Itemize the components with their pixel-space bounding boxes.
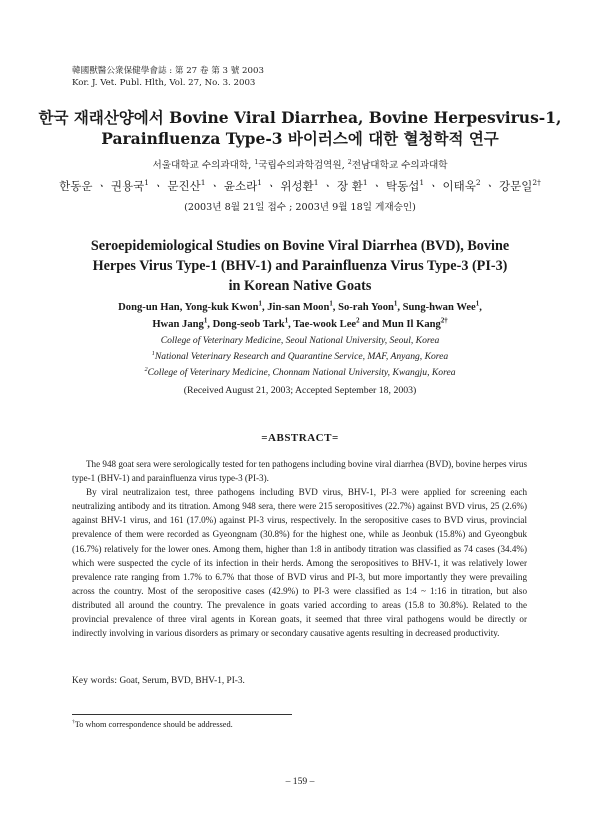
english-author-separator: ,: [397, 302, 403, 313]
english-author-name: Dong-seob Tark: [212, 319, 285, 330]
korean-author-affiliation-mark: 1: [144, 178, 149, 188]
english-author-separator: ,: [479, 302, 482, 313]
korean-author-separator: ㆍ: [262, 179, 281, 193]
english-authors: [0, 299, 600, 333]
korean-author-separator: ㆍ: [367, 179, 386, 193]
korean-author-name: 권용국: [110, 179, 145, 193]
english-author-separator: ,: [179, 302, 185, 313]
abstract-paragraph-1: The 948 goat sera were serologically tested for ten pathogens including bovine viral diarrhea (BVD), bovine herpes virus type-1 (BHV-1) and parainfluenza virus type-3 (PI-3).: [72, 459, 527, 484]
korean-author-name: 윤소라: [223, 179, 258, 193]
footnote-text: To whom correspondence should be addressed.: [74, 720, 233, 729]
journal-name-english: Kor. J. Vet. Publ. Hlth, Vol. 27, No. 3. 2003: [72, 78, 256, 88]
affiliation-nvrqs: $^1$National Veterinary Research and Quarantine Service, MAF, Anyang, Korea: [151, 349, 449, 362]
footnote: [72, 720, 233, 729]
english-author-affiliation-mark: 1: [258, 300, 262, 308]
english-author-affiliation-mark: 2: [356, 317, 360, 325]
korean-author-name: 문진산: [167, 179, 201, 193]
english-author-affiliation-mark: 1: [475, 300, 480, 308]
korean-affil-chonnam: 전남대학교 수의과대학: [351, 160, 448, 171]
korean-author-affiliation-mark: 1: [362, 178, 368, 188]
english-affiliations: [0, 333, 600, 381]
korean-author-affiliation-mark: 1: [200, 178, 206, 188]
korean-title-line-2: Parainfluenza Type-3 바이러스에 대한 혈청학적 연구: [101, 129, 499, 148]
footnote-rule: [72, 714, 292, 715]
english-author-name: So-rah Yoon: [338, 302, 394, 313]
english-title-line-1: Seroepidemiological Studies on Bovine Viral Diarrhea (BVD), Bovine: [90, 238, 510, 254]
korean-author-affiliation-mark: 1: [257, 178, 262, 188]
english-author-name: Tae-wook Lee: [293, 319, 357, 330]
english-title-line-3: in Korean Native Goats: [228, 278, 372, 294]
abstract-paragraph-2: By viral neutralizaion test, three pathogens including BVD virus, BHV-1, PI-3 were applied for screening each neutralizing antibody and its titration. Among 948 sera, there were 215 seropositives (22.7%) against BVD virus, 25 (2.6%) against BHV-1 virus, and 161 (17.0%) against PI-3 virus, respectively. In the seropositive cases to BVD virus, provincial prevalence of them were recorded as Gyeongnam (30.8%) for the highest one, while as Jeonbuk (15.8%) and Gyeongbuk (16.7%) relatively for the lower ones. Among them, higher than 1:8 in antibody titration was classified as 74 cases (34.4%) which were suspected the cycle of its infection in their herds. Among the seropositives to BHV-1, it was relatively lower prevalence rate ranging from 1.7% to 6.7% that those of BVD virus and PI-3, but more importantly they were prevailing across the country. Most of the seropositive cases (42.9%) to PI-3 were classified as 1:4 ~ 1:16 in titration, but also distributed all around the country. The prevalence in goats varied according to areas (15.8 to 30.8%). Related to the provincial prevalence of three viral agents in Korean goats, it seemed that three viral pathogens would be directly or indirectly involving in various disorders as primary or secondary causative agents resulting in decreased productivity.: [72, 487, 527, 639]
korean-author-affiliation-mark: 1: [419, 178, 425, 188]
english-authors-line-2: [0, 316, 600, 333]
journal-header: [72, 65, 264, 89]
korean-affil-mark-1: 1: [254, 158, 259, 166]
footnote-mark: †: [72, 719, 75, 726]
korean-author-name: 위성환: [280, 179, 314, 193]
korean-author-separator: ㆍ: [424, 179, 443, 193]
english-title: [0, 236, 600, 296]
english-author-separator: ,: [332, 302, 339, 313]
affiliation-chonnam: $^2$College of Veterinary Medicine, Chonnam National University, Kwangju, Korea: [144, 365, 456, 378]
affiliation-seoul: College of Veterinary Medicine, Seoul National University, Seoul, Korea: [160, 335, 440, 346]
korean-received-dates: (2003년 8월 21일 접수 ; 2003년 9월 18일 게재승인): [184, 202, 416, 213]
korean-affiliations: [0, 157, 600, 171]
korean-author-name: 한동운: [59, 179, 93, 193]
affiliation-mark-1: 1: [151, 349, 155, 357]
english-author-name: Hwan Jang: [152, 319, 204, 330]
korean-author-name: 강문일: [499, 179, 533, 193]
keywords-list: Goat, Serum, BVD, BHV-1, PI-3.: [117, 676, 245, 686]
english-author-affiliation-mark: 1: [393, 300, 398, 308]
korean-authors: [0, 178, 600, 194]
english-author-separator: ,: [261, 302, 268, 313]
english-author-name: Dong-un Han: [118, 302, 180, 313]
korean-author-separator: ㆍ: [480, 179, 500, 193]
korean-author-name: 이태욱: [442, 179, 476, 193]
korean-author-separator: ㆍ: [318, 179, 337, 193]
korean-author-affiliation-mark: 2: [475, 178, 481, 188]
english-author-affiliation-mark: 2†: [440, 317, 448, 325]
korean-affil-seoul: 서울대학교 수의과대학,: [152, 160, 255, 171]
abstract-heading: =ABSTRACT=: [261, 432, 339, 444]
affiliation-mark-2: 2: [144, 365, 148, 373]
korean-author-affiliation-mark: 2†: [532, 178, 541, 188]
english-author-name: Sung-hwan Wee: [402, 302, 476, 313]
english-received-dates: (Received August 21, 2003; Accepted September 18, 2003): [183, 385, 417, 396]
korean-author-name: 장 환: [336, 179, 363, 193]
english-title-line-2: Herpes Virus Type-1 (BHV-1) and Parainfluenza Virus Type-3 (PI-3): [92, 258, 508, 274]
english-author-name: Yong-kuk Kwon: [184, 302, 259, 313]
english-author-affiliation-mark: 1: [329, 300, 333, 308]
english-author-separator: ,: [288, 319, 294, 330]
korean-author-affiliation-mark: 1: [313, 178, 319, 188]
english-author-affiliation-mark: 1: [284, 317, 289, 325]
korean-author-name: 탁동섭: [386, 179, 420, 193]
english-author-name: Jin-san Moon: [267, 302, 330, 313]
english-author-name: Mun Il Kang: [381, 319, 441, 330]
journal-name-hanja: 韓國獸醫公衆保健學會誌 : 第 27 卷 第 3 號 2003: [72, 66, 264, 76]
english-author-separator: ,: [207, 319, 213, 330]
abstract-body: [72, 457, 527, 640]
keywords-label: Key words:: [72, 676, 118, 686]
korean-title-line-1: 한국 재래산양에서 Bovine Viral Diarrhea, Bovine Herpesvirus-1,: [38, 108, 562, 127]
korean-author-separator: ㆍ: [205, 179, 224, 193]
keywords: [72, 676, 245, 686]
korean-affil-mark-2: 2: [347, 158, 352, 166]
english-authors-line-1: [0, 299, 600, 316]
page-number: – 159 –: [285, 776, 315, 787]
korean-author-separator: ㆍ: [148, 179, 168, 193]
korean-affil-nvrqs: 국립수의과학검역원,: [258, 160, 348, 171]
english-author-and: and: [359, 319, 382, 330]
english-author-affiliation-mark: 1: [203, 317, 208, 325]
korean-title: [0, 107, 600, 149]
korean-author-separator: ㆍ: [92, 179, 111, 193]
